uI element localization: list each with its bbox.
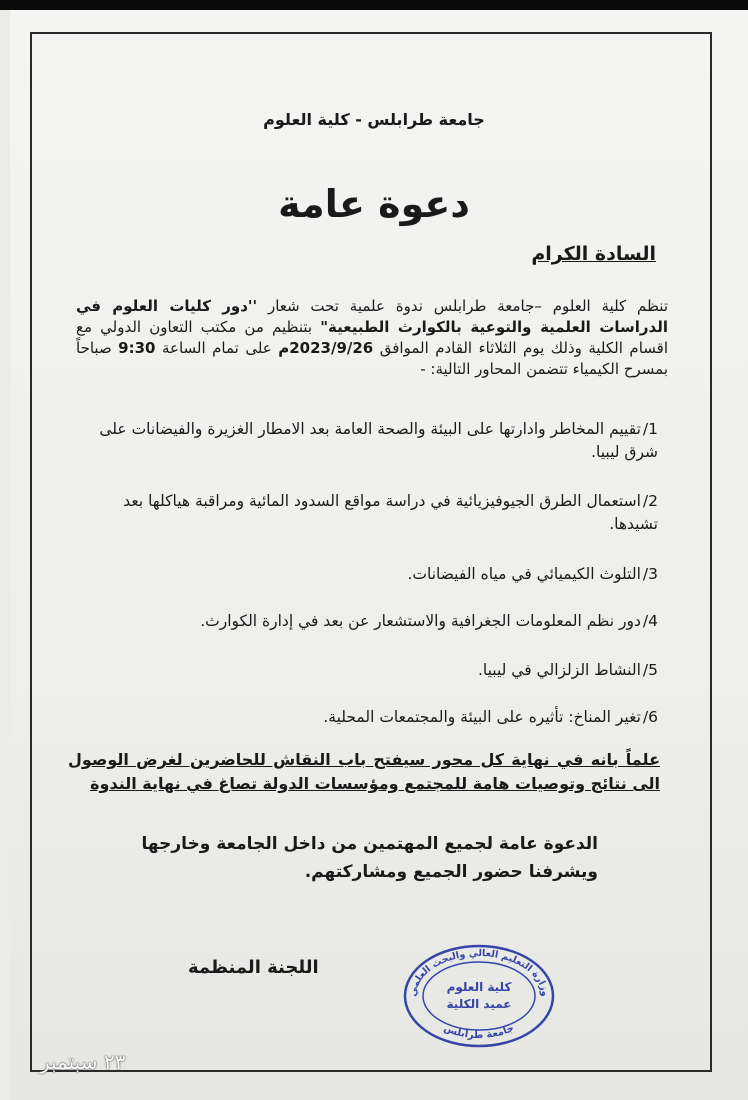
intro-text-2: بتنظيم من مكتب التعاون الدولي مع اقسام الكلية وذلك يوم الثلاثاء القادم الموافق (76, 318, 668, 357)
stamp-faculty: كلية العلوم (446, 980, 512, 994)
intro-date: 2023/9/26م (278, 339, 374, 357)
university-header: جامعة طرابلس - كلية العلوم (263, 110, 485, 129)
stamp-seal-icon (402, 944, 556, 1048)
salutation: السادة الكرام (531, 243, 656, 265)
topic-item (78, 563, 658, 586)
topic-number: 5/ (642, 661, 658, 679)
topic-item (78, 490, 658, 536)
topic-number: 1/ (642, 420, 658, 438)
intro-text-1: تنظم كلية العلوم –جامعة طرابلس ندوة علمية تحت شعار (257, 297, 668, 315)
closing-line-1: الدعوة عامة لجميع المهتمين من داخل الجامعة وخارجها (141, 834, 598, 854)
date-watermark: ٢٣ سبتمبر (40, 1050, 126, 1074)
topic-text: دور نظم المعلومات الجغرافية والاستشعار عن بعد في إدارة الكوارث. (200, 612, 641, 630)
topic-number: 2/ (642, 492, 658, 510)
closing-line-2: ويشرفنا حضور الجميع ومشاركتهم. (304, 862, 598, 882)
topic-text: تقييم المخاطر وادارتها على البيئة والصحة العامة بعد الامطار الغزيرة والفيضانات على شرق ليبيا. (99, 420, 658, 461)
intro-text-3: على تمام الساعة (155, 339, 279, 357)
topic-text: تغير المناخ: تأثيره على البيئة والمجتمعات المحلية. (323, 708, 641, 726)
stamp-bottom-text: جامعة طرابلس (442, 1022, 516, 1042)
topic-number: 6/ (642, 708, 658, 726)
topic-number: 3/ (642, 565, 658, 583)
official-stamp (402, 944, 556, 1048)
topic-item (78, 706, 658, 729)
intro-paragraph (76, 296, 668, 380)
organizing-committee-signature: اللجنة المنظمة (188, 957, 319, 978)
topic-item (78, 610, 658, 633)
discussion-note: علماً بانه في نهاية كل محور سيفتح باب النقاش للحاضرين لغرض الوصول الى نتائج وتوصيات هامة للمجتمع ومؤسسات الدولة تصاغ في نهاية الندوة (68, 750, 660, 793)
stamp-dean: عميد الكلية (446, 997, 512, 1011)
topic-item (78, 418, 658, 464)
intro-slogan: ''دور كليات العلوم في الدراسات العلمية والتوعية بالكوارث الطبيعية" (76, 297, 668, 336)
intro-text-4: صباحاً بمسرح الكيمياء تتضمن المحاور التالية: - (76, 339, 668, 378)
top-dark-band (0, 0, 748, 10)
topic-text: التلوث الكيميائي في مياه الفيضانات. (407, 565, 641, 583)
page-title: دعوة عامة (278, 182, 470, 226)
topic-text: استعمال الطرق الجيوفيزيائية في دراسة مواقع السدود المائية ومراقبة هياكلها بعد تشيدها. (123, 492, 658, 533)
topic-text: النشاط الزلزالي في ليبيا. (477, 661, 641, 679)
topic-item (78, 659, 658, 682)
stamp-outer-text: وزارة التعليم العالي والبحث العلمي (407, 947, 551, 998)
intro-time: 9:30 (118, 339, 156, 357)
topic-number: 4/ (642, 612, 658, 630)
